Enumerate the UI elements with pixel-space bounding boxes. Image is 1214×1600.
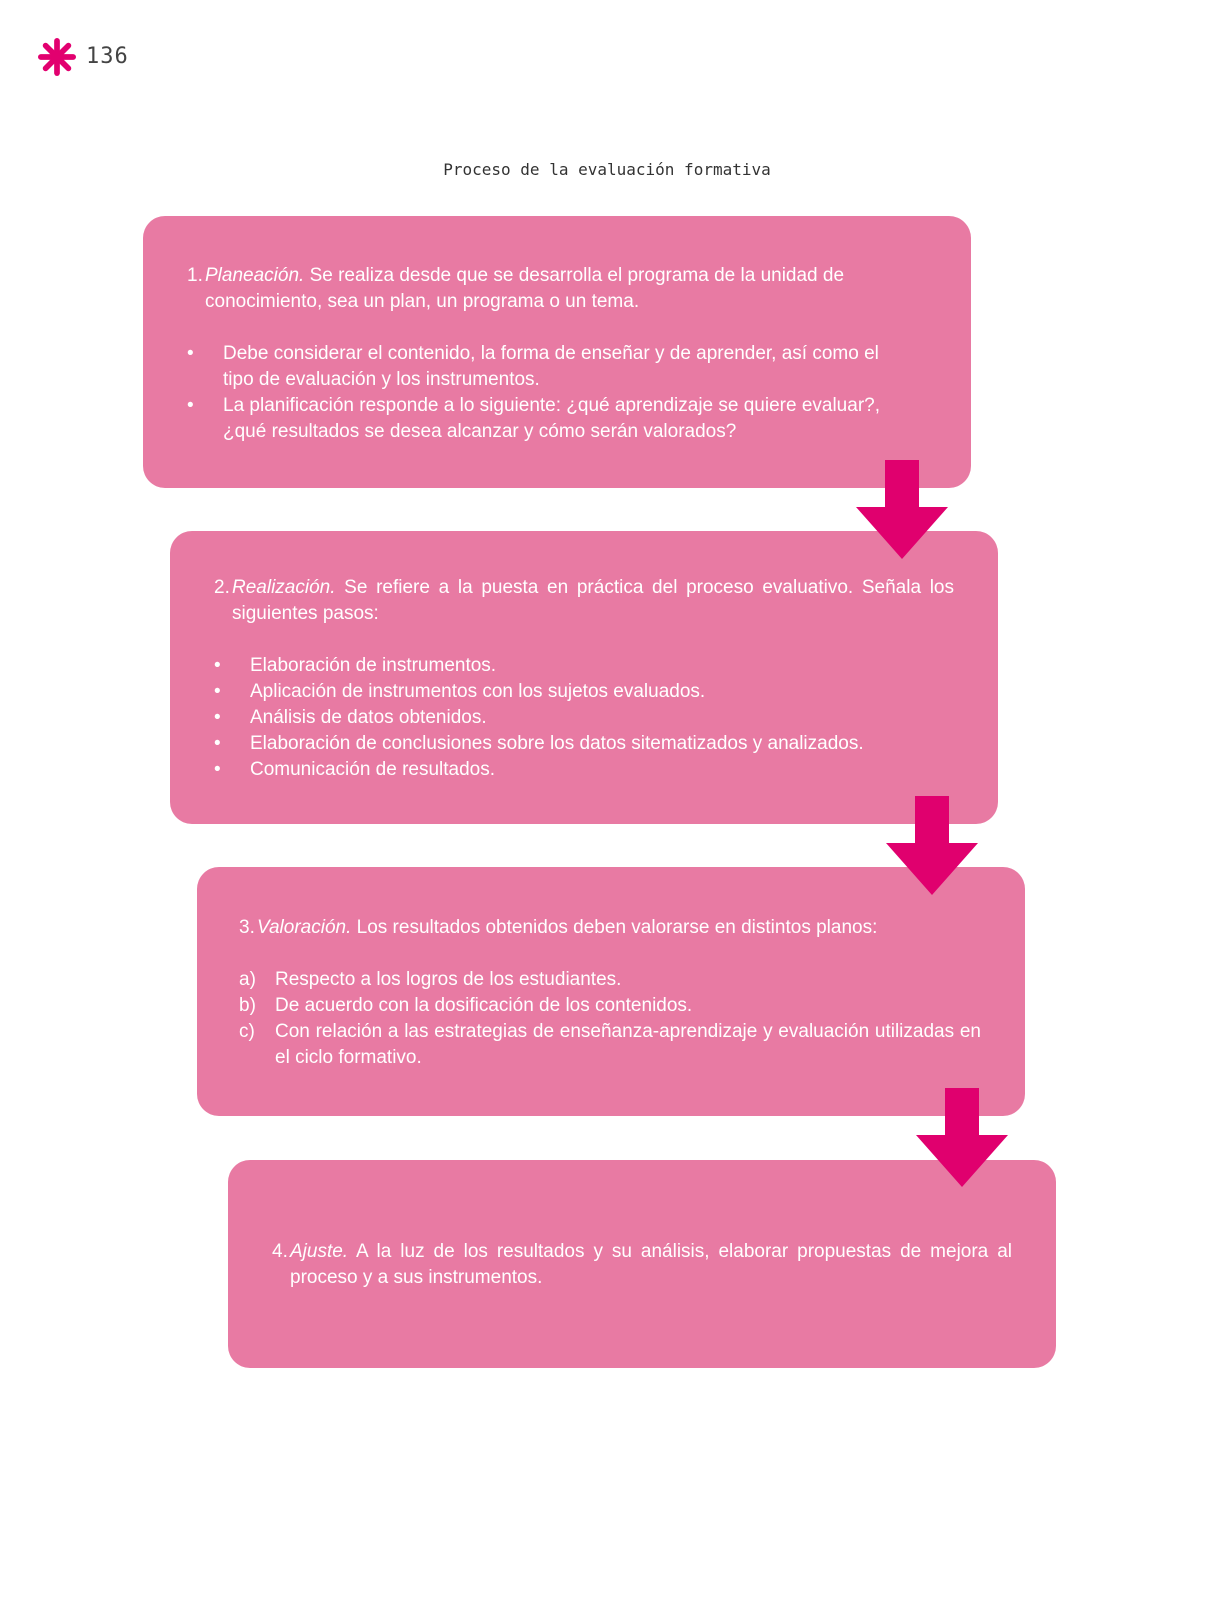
bullet-icon: • bbox=[214, 733, 221, 754]
step-4-name: Ajuste. bbox=[290, 1241, 349, 1262]
diagram-title: Proceso de la evaluación formativa bbox=[443, 160, 771, 179]
step-2-text: Se refiere a la puesta en práctica del proceso evaluativo. Señala los siguientes pasos: bbox=[232, 577, 954, 624]
list-item: • Aplicación de instrumentos con los sujetos evaluados. bbox=[214, 679, 954, 705]
bullet-icon: • bbox=[187, 343, 194, 364]
step-2-heading bbox=[214, 575, 954, 627]
list-item: • Comunicación de resultados. bbox=[214, 757, 954, 783]
step-2-number: 2. bbox=[214, 577, 230, 598]
step-2-list bbox=[214, 653, 954, 783]
list-item: • La planificación responde a lo siguiente: ¿qué aprendizaje se quiere evaluar?, ¿qué resultados se desea alcanzar y cómo serán valorados? bbox=[187, 395, 880, 442]
step-1-name: Planeación. bbox=[205, 265, 305, 286]
step-1-text: Se realiza desde que se desarrolla el programa de la unidad de conocimiento, sea un plan, un programa o un tema. bbox=[205, 265, 845, 312]
step-4-box bbox=[228, 1160, 1056, 1368]
bullet-icon: • bbox=[214, 707, 221, 728]
list-item: • Elaboración de instrumentos. bbox=[214, 653, 954, 679]
list-item: a) Respecto a los logros de los estudiantes. bbox=[239, 967, 981, 993]
list-item: • Análisis de datos obtenidos. bbox=[214, 705, 954, 731]
step-2-box bbox=[170, 531, 998, 824]
step-3-list bbox=[239, 967, 981, 1071]
item-marker: a) bbox=[239, 969, 256, 990]
step-1-number: 1. bbox=[187, 265, 203, 286]
bullet-icon: • bbox=[214, 681, 221, 702]
step-3-box bbox=[197, 867, 1025, 1116]
item-marker: b) bbox=[239, 995, 256, 1016]
step-1-list bbox=[187, 341, 911, 445]
list-item: • Debe considerar el contenido, la forma de enseñar y de aprender, así como el tipo de evaluación y los instrumentos. bbox=[187, 343, 879, 390]
step-3-text: Los resultados obtenidos deben valorarse en distintos planos: bbox=[351, 917, 878, 938]
step-4-number: 4. bbox=[272, 1241, 288, 1262]
step-1-heading bbox=[187, 263, 911, 315]
list-item: • Elaboración de conclusiones sobre los datos sitematizados y analizados. bbox=[214, 731, 954, 757]
bullet-icon: • bbox=[214, 759, 221, 780]
step-2-name: Realización. bbox=[232, 577, 336, 598]
star-asterisk-icon bbox=[38, 38, 76, 76]
step-1-box bbox=[143, 216, 971, 488]
list-item: c) Con relación a las estrategias de enseñanza-aprendizaje y evaluación utilizadas en el ciclo formativo. bbox=[239, 1021, 981, 1068]
list-item: b) De acuerdo con la dosificación de los contenidos. bbox=[239, 993, 981, 1019]
page-number: 136 bbox=[86, 44, 129, 69]
step-3-name: Valoración. bbox=[257, 917, 352, 938]
item-marker: c) bbox=[239, 1021, 255, 1042]
step-3-number: 3. bbox=[239, 917, 255, 938]
down-arrow-icon bbox=[854, 460, 950, 560]
step-4-heading bbox=[272, 1239, 1012, 1291]
step-4-text: A la luz de los resultados y su análisis, elaborar propuestas de mejora al proceso y a sus instrumentos. bbox=[290, 1241, 1012, 1288]
bullet-icon: • bbox=[214, 655, 221, 676]
down-arrow-icon bbox=[884, 796, 980, 896]
bullet-icon: • bbox=[187, 395, 194, 416]
step-3-heading bbox=[239, 915, 981, 941]
down-arrow-icon bbox=[914, 1088, 1010, 1188]
